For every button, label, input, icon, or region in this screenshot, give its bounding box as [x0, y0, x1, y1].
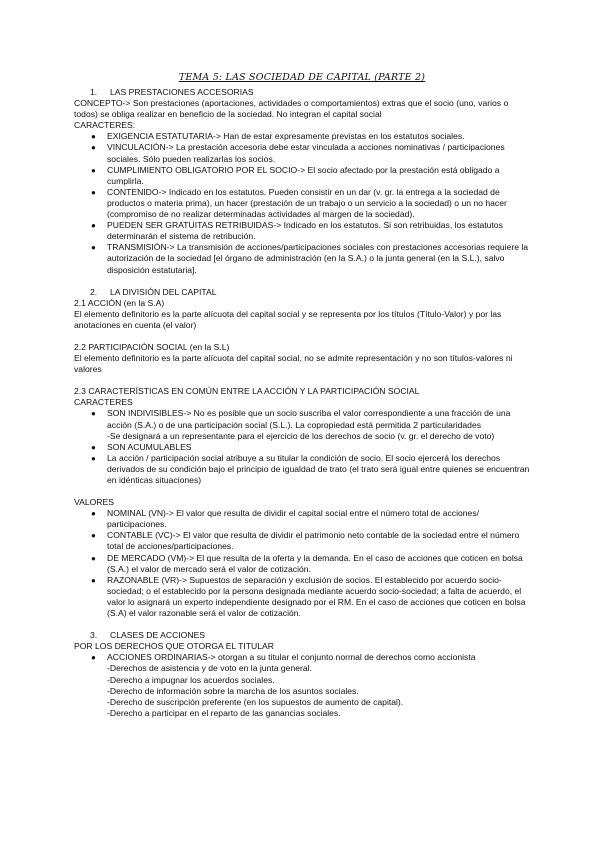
- list-item: ● RAZONABLE (VR)-> Supuestos de separación y exclusión de socios. El establecido por acuerdo socio-sociedad; o el establecido por la persona designada mediante acuerdo socio-sociedad; a falta de acuerdo, el valor lo asignará un experto independiente designado por el RM. En el caso de acciones que coticen en bolsa (S.A) el valor razonable será el valor de cotización.: [91, 574, 526, 619]
- prestaciones-list: [74, 131, 530, 275]
- caracteristicas-heading: 2.3 CARACTERÍSTICAS EN COMÚN ENTRE LA ACCIÓN Y LA PARTICIPACIÓN SOCIAL: [74, 386, 420, 397]
- section3-number: 3.: [90, 630, 98, 641]
- section1-number: 1.: [90, 87, 98, 97]
- bullet-icon: ●: [91, 409, 96, 419]
- bullet-icon: ●: [91, 531, 96, 541]
- list-item: ● TRANSMISIÓN-> La transmisión de acciones/participaciones sociales con prestaciones accesorias requiere la autorización de la sociedad [el órgano de administración (en la S.A.) o la junta general (en la S.L.), salvo disposición estatutaria].: [91, 242, 529, 275]
- list-item: ● SON ACUMULABLES: [91, 441, 192, 452]
- derechos-list: [74, 663, 530, 718]
- bullet-icon: ●: [91, 243, 96, 253]
- section1-heading: [74, 87, 530, 98]
- list-item: ● DE MERCADO (VM)-> El que resulta de la oferta y la demanda. En el caso de acciones que coticen en bolsa (S.A.) el valor de mercado será el valor de cotización.: [91, 552, 523, 574]
- bullet-icon: ●: [91, 221, 96, 231]
- caracteres-label-2: CARACTERES: [74, 397, 133, 408]
- participacion-text: El elemento definitorio es la parte alícuota del capital social, no se admite representación y no son títulos-valores ni valores: [74, 353, 513, 375]
- bullet-icon: ●: [91, 653, 96, 663]
- sub-item: -Derecho de suscripción preferente (en los supuestos de aumento de capital).: [107, 696, 404, 707]
- bullet-icon: ●: [91, 453, 96, 463]
- list-item: ● CUMPLIMIENTO OBLIGATORIO POR EL SOCIO-> El socio afectado por la prestación está obligado a cumplirla.: [91, 164, 500, 186]
- section3-heading: [74, 630, 530, 641]
- sub-item: -Derechos de asistencia y de voto en la junta general.: [107, 663, 312, 674]
- bullet-icon: ●: [91, 509, 96, 519]
- caracteres-label: CARACTERES:: [74, 120, 136, 131]
- acciones-list: [74, 652, 530, 663]
- bullet-icon: ●: [91, 165, 96, 175]
- sub-item: -Derecho de información sobre la marcha de los asuntos sociales.: [107, 685, 359, 696]
- section2-title: LA DIVISIÓN DEL CAPITAL: [110, 286, 217, 297]
- list-item: ● SON INDIVISIBLES-> No es posible que un socio suscriba el valor correspondiente a una fracción de una acción (S.A.) o de una participación social (S.L.). La copropiedad está permitida 2 particularidades -Se designará a un representante para el ejercicio de los derechos de socio (v. gr. el derecho de voto): [91, 408, 511, 441]
- section3-title: CLASES DE ACCIONES: [110, 630, 206, 641]
- bullet-icon: ●: [91, 553, 96, 563]
- section2-number: 2.: [90, 286, 98, 297]
- list-item: ● La acción / participación social atribuye a su titular la condición de socio. El socio ejercerá los derechos derivados de su condición bajo el principio de igualdad de trato (el trato será igual entre quienes se encuentran en idénticas situaciones): [91, 452, 530, 485]
- clases-subheading: POR LOS DERECHOS QUE OTORGA EL TITULAR: [74, 641, 274, 652]
- valores-heading: VALORES: [74, 497, 114, 508]
- section2-heading: [74, 287, 530, 298]
- list-item: ● CONTENIDO-> Indicado en los estatutos. Pueden consistir en un dar (v. gr. la entrega a la sociedad de productos o materia prima), un hacer (prestación de un trabajo o un servicio a la sociedad) o un no hacer (compromiso de no realizar determinadas actividades al margen de la sociedad).: [91, 186, 507, 220]
- list-item: ● CONTABLE (VC)-> El valor que resulta de dividir el patrimonio neto contable de la sociedad entre el número total de acciones/participaciones.: [91, 530, 520, 552]
- section1-title: LAS PRESTACIONES ACCESORIAS: [110, 87, 254, 97]
- list-item: ● NOMINAL (VN)-> El valor que resulta de dividir el capital social entre el número total de acciones/ participaciones.: [91, 508, 480, 530]
- document-page: [74, 71, 530, 719]
- sub-item: -Derecho a impugnar los acuerdos sociales.: [107, 674, 275, 685]
- document-title: TEMA 5: LAS SOCIEDAD DE CAPITAL (PARTE 2): [178, 72, 426, 83]
- list-item: ● EXIGENCIA ESTATUTARIA-> Han de estar expresamente previstas en los estatutos sociales.: [91, 131, 465, 142]
- accion-heading: 2.1 ACCIÓN (en la S.A): [74, 297, 165, 308]
- sub-item: -Derecho a participar en el reparto de las ganancias sociales.: [107, 707, 341, 718]
- bullet-icon: ●: [91, 442, 96, 452]
- list-item: ● VINCULACIÓN-> La prestación accesoria debe estar vinculada a acciones nominativas / participaciones sociales. Sólo pueden realizarlas los socios.: [91, 142, 505, 164]
- list-item: ● ACCIONES ORDINARIAS-> otorgan a su titular el conjunto normal de derechos como accionista: [91, 652, 476, 663]
- bullet-icon: ●: [91, 575, 96, 585]
- bullet-icon: ●: [91, 143, 96, 153]
- bullet-icon: ●: [91, 187, 96, 197]
- participacion-heading: 2.2 PARTICIPACIÓN SOCIAL (en la S.L): [74, 341, 230, 352]
- accion-text: El elemento definitorio es la parte alícuota del capital social y se representa por los títulos (Título-Valor) y por las anotaciones en cuenta (el valor): [74, 308, 502, 330]
- caracteristicas-list: [74, 408, 530, 486]
- concepto-paragraph: CONCEPTO-> Son prestaciones (aportaciones, actividades o comportamientos) extras que el socio (uno, varios o todos) se obliga realizar en beneficio de la sociedad. No integran el capital social: [74, 98, 509, 120]
- sub-item: -Se designará a un representante para el ejercicio de los derechos de socio (v. gr. el derecho de voto): [107, 430, 495, 441]
- list-item: ● PUEDEN SER GRATUITAS RETRIBUIDAS-> Indicado en los estatutos. Si son retribuidas, los estatutos determinarán el sistema de retribución.: [91, 220, 503, 242]
- valores-list: [74, 508, 530, 619]
- bullet-icon: ●: [91, 132, 96, 142]
